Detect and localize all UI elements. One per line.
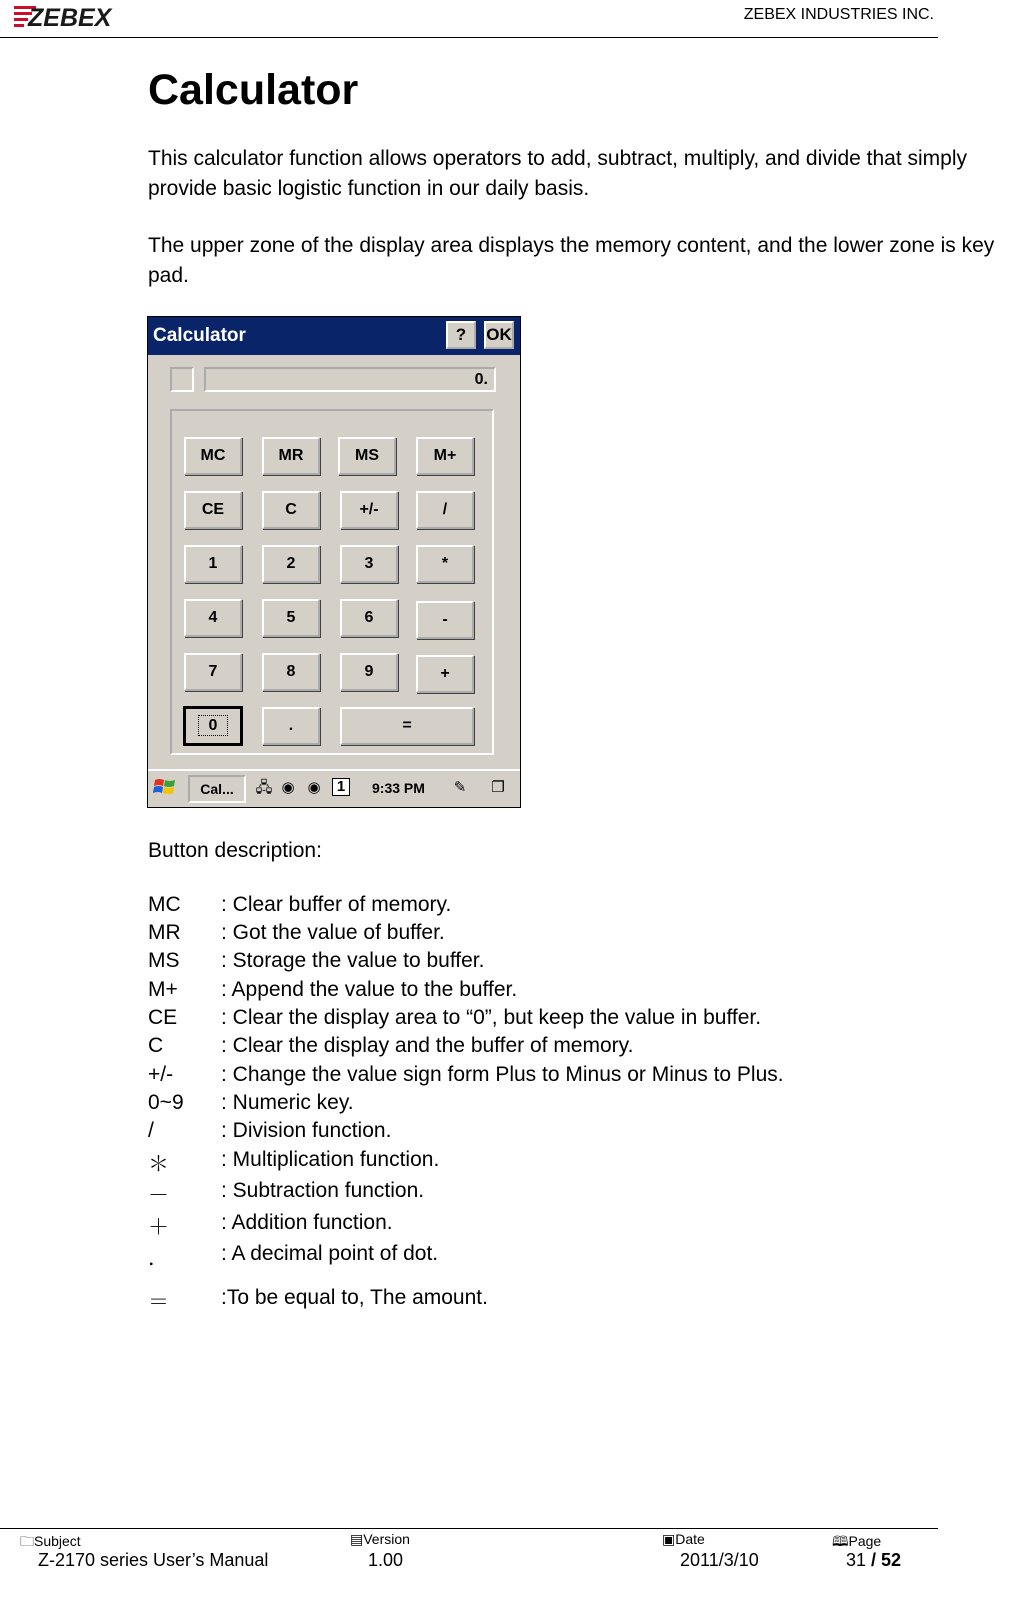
tray-clock[interactable]: 9:33 PM: [372, 780, 425, 796]
footer-rule: [0, 1528, 938, 1529]
desc-key: 0~9: [148, 1091, 184, 1114]
desc-text: : Division function.: [221, 1119, 392, 1142]
desc-key: ＋: [148, 1216, 169, 1239]
calculator-screenshot: [147, 316, 521, 808]
desc-text: : Got the value of buffer.: [221, 921, 445, 944]
page-title: Calculator: [148, 66, 359, 114]
desc-text: : Storage the value to buffer.: [221, 949, 485, 972]
desc-key: ＊: [148, 1153, 169, 1176]
key-multiply[interactable]: *: [416, 545, 474, 583]
footer-page-label: 🕮Page: [832, 1533, 882, 1549]
footer-date: 2011/3/10: [680, 1550, 759, 1570]
key-decimal[interactable]: .: [262, 707, 320, 745]
folder-icon: 🗀: [20, 1533, 34, 1549]
desc-key: MR: [148, 921, 181, 944]
key-subtract[interactable]: -: [416, 601, 474, 639]
key-mr[interactable]: MR: [262, 437, 320, 475]
desc-key: M+: [148, 978, 178, 1001]
keypad: [170, 409, 494, 755]
key-5[interactable]: 5: [262, 599, 320, 637]
desc-text: : Subtraction function.: [221, 1179, 425, 1202]
footer-subject-label: 🗀Subject: [20, 1533, 81, 1549]
key-equals[interactable]: =: [340, 707, 474, 745]
desc-text: : Change the value sign form Plus to Minus or Minus to Plus.: [221, 1063, 784, 1086]
key-c[interactable]: C: [262, 491, 320, 529]
button-description-title: Button description:: [148, 839, 322, 862]
key-0[interactable]: [184, 707, 242, 745]
input-indicator-icon[interactable]: 1: [332, 778, 350, 796]
key-2[interactable]: 2: [262, 545, 320, 583]
key-ms[interactable]: MS: [338, 437, 396, 475]
key-9[interactable]: 9: [340, 653, 398, 691]
footer-date-label: ▣Date: [662, 1531, 705, 1547]
key-8[interactable]: 8: [262, 653, 320, 691]
desktop-switch-icon[interactable]: ❐: [491, 779, 505, 796]
help-button[interactable]: ?: [446, 321, 476, 349]
header-rule: [0, 37, 938, 38]
key-add[interactable]: +: [416, 655, 474, 693]
desc-key: CE: [148, 1006, 178, 1029]
taskbar: [148, 769, 520, 807]
book-icon: 🕮: [832, 1533, 849, 1549]
calc-display: 0.: [204, 367, 496, 392]
tray-app-icon-2[interactable]: ◉: [307, 779, 321, 796]
desc-text: : A decimal point of dot.: [221, 1242, 439, 1265]
svg-text:ZEBEX: ZEBEX: [28, 4, 112, 32]
desc-key: C: [148, 1034, 164, 1057]
desc-text: : Numeric key.: [221, 1091, 354, 1114]
desc-text: : Clear buffer of memory.: [221, 893, 452, 916]
network-icon[interactable]: 🖧: [255, 779, 273, 796]
desc-text: : Multiplication function.: [221, 1148, 440, 1171]
key-mc[interactable]: MC: [184, 437, 242, 475]
desc-key: －: [148, 1184, 169, 1207]
key-4[interactable]: 4: [184, 599, 242, 637]
desc-key: ．: [148, 1247, 169, 1270]
key-3[interactable]: 3: [340, 545, 398, 583]
tray-app-icon[interactable]: ◉: [281, 779, 295, 796]
ok-button[interactable]: OK: [484, 321, 514, 349]
key-6[interactable]: 6: [340, 599, 398, 637]
desc-text: : Clear the display and the buffer of memory.: [221, 1034, 634, 1057]
page-current: 31: [846, 1550, 867, 1570]
key-mplus[interactable]: M+: [416, 437, 474, 475]
intro-paragraph-2: The upper zone of the display area displays the memory content, and the lower zone is key pad.: [148, 234, 995, 287]
page-separator: /: [866, 1550, 882, 1570]
desc-text: : Clear the display area to “0”, but keep the value in buffer.: [221, 1006, 762, 1029]
input-panel-icon[interactable]: ✎: [453, 779, 467, 796]
document-icon: ▤: [350, 1531, 364, 1547]
key-ce[interactable]: CE: [184, 491, 242, 529]
page-total: 52: [881, 1550, 902, 1570]
memory-indicator: [170, 367, 194, 392]
key-divide[interactable]: /: [416, 491, 474, 529]
desc-key: MC: [148, 893, 181, 916]
window-titlebar: [148, 317, 520, 355]
footer-version-label: ▤Version: [350, 1531, 410, 1547]
calendar-icon: ▣: [662, 1531, 676, 1547]
desc-key: ＝: [148, 1291, 169, 1314]
window-title: Calculator: [153, 325, 246, 346]
desc-key: MS: [148, 949, 180, 972]
desc-key: +/-: [148, 1063, 174, 1086]
desc-text: : Addition function.: [221, 1211, 393, 1234]
intro-paragraph: This calculator function allows operators to add, subtract, multiply, and divide that simply provide basic logistic function in our daily basis.: [148, 147, 967, 200]
zebex-logo: [14, 2, 134, 32]
desc-text: :To be equal to, The amount.: [221, 1286, 488, 1309]
key-0-label: 0: [198, 715, 229, 736]
company-name: ZEBEX INDUSTRIES INC.: [743, 6, 934, 23]
footer-version: 1.00: [368, 1550, 404, 1570]
key-1[interactable]: 1: [184, 545, 242, 583]
key-sign[interactable]: +/-: [340, 491, 398, 529]
footer-subject: Z-2170 series User’s Manual: [38, 1550, 269, 1570]
task-button-calculator[interactable]: Cal...: [188, 775, 246, 803]
desc-text: : Append the value to the buffer.: [221, 978, 518, 1001]
key-7[interactable]: 7: [184, 653, 242, 691]
footer-page: [846, 1550, 901, 1571]
start-windows-icon[interactable]: [150, 776, 180, 802]
desc-key: /: [148, 1119, 154, 1142]
